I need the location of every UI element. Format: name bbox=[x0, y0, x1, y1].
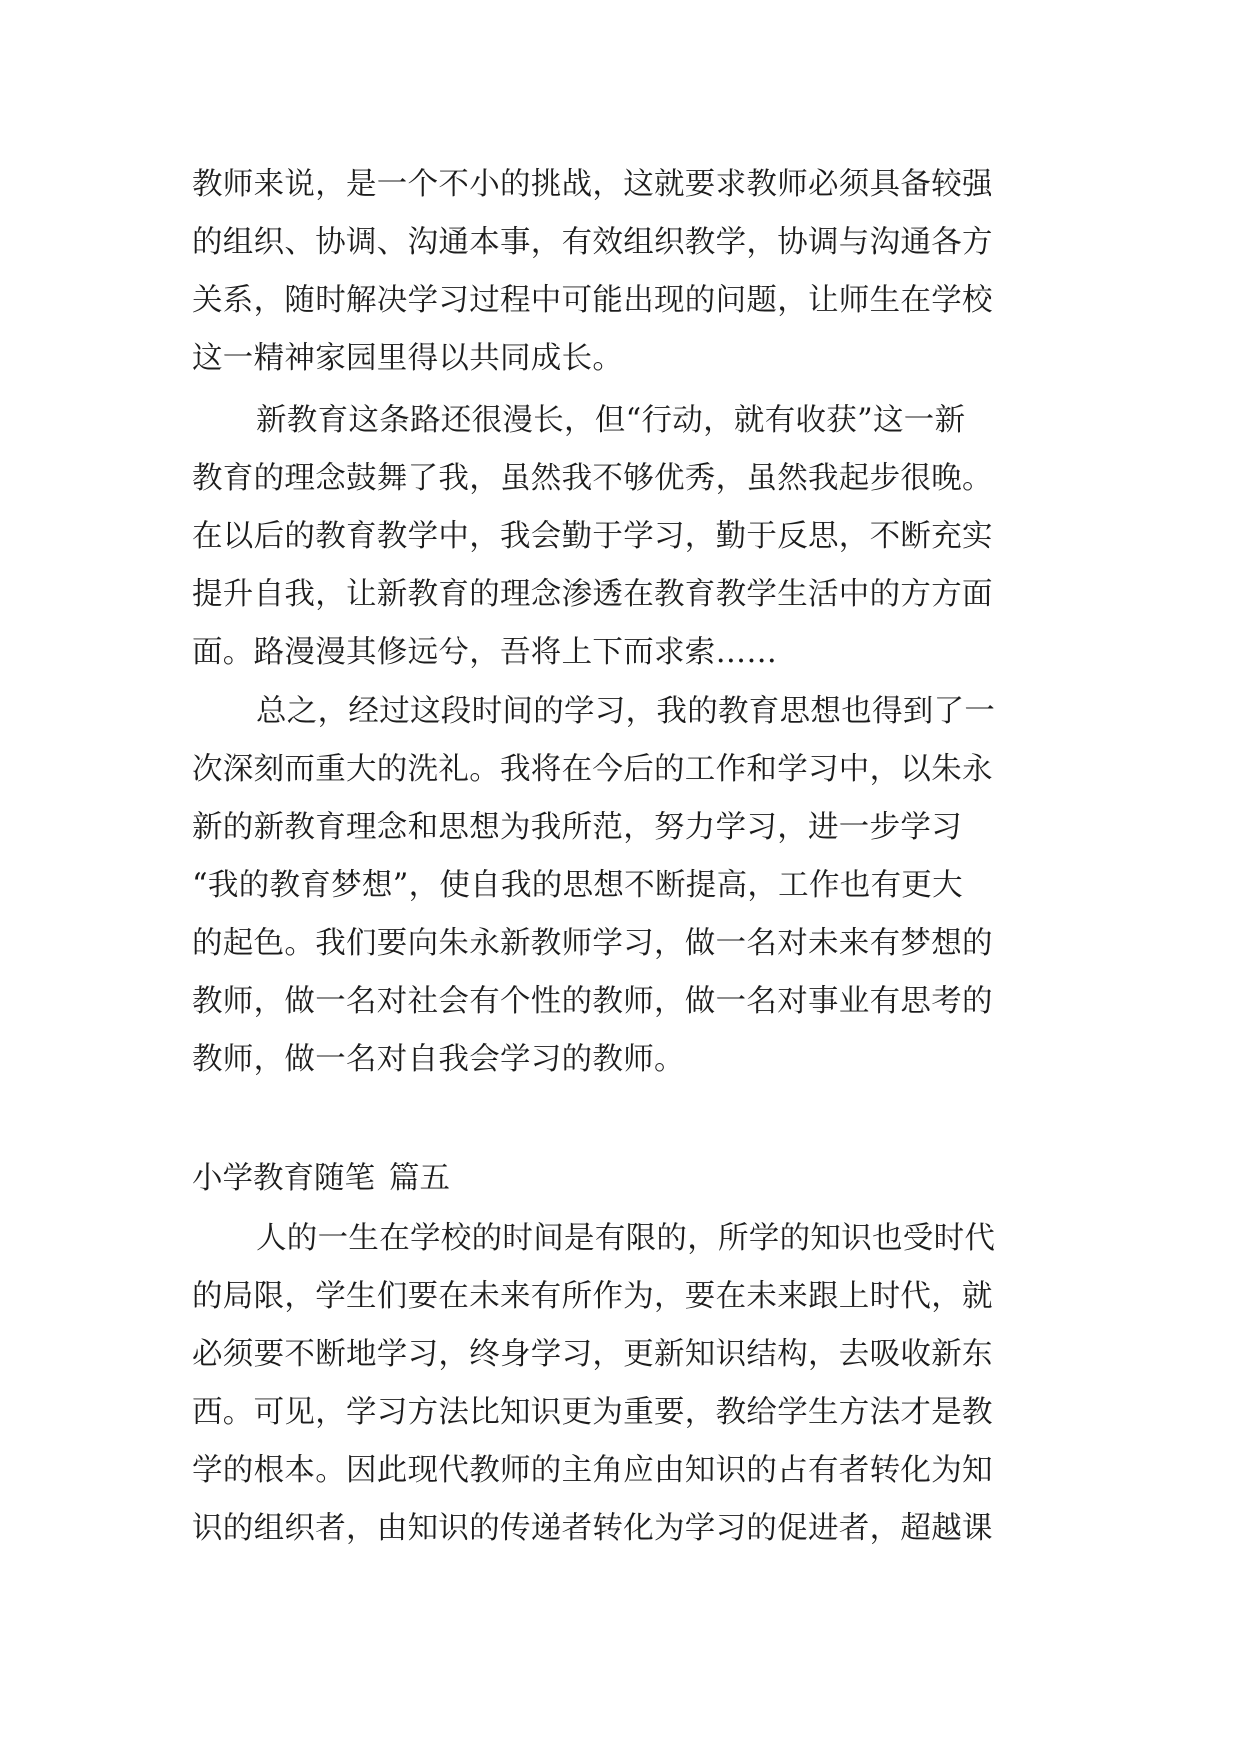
paragraph-line: 识的组织者，由知识的传递者转化为学习的促进者，超越课 bbox=[192, 1511, 993, 1546]
paragraph-line: 学的根本。因此现代教师的主角应由知识的占有者转化为知 bbox=[192, 1453, 993, 1488]
paragraph-line: 人的一生在学校的时间是有限的，所学的知识也受时代 bbox=[256, 1221, 996, 1256]
section-heading bbox=[192, 1150, 450, 1208]
paragraph-2 bbox=[192, 392, 1052, 682]
paragraph-line: 教师，做一名对社会有个性的教师，做一名对事业有思考的 bbox=[192, 984, 993, 1019]
paragraph-3 bbox=[192, 683, 1052, 1089]
paragraph-line: 面。路漫漫其修远兮，吾将上下而求索…… bbox=[192, 635, 778, 670]
paragraph-line: 的组织、协调、沟通本事，有效组织教学，协调与沟通各方 bbox=[192, 225, 993, 260]
paragraph-1 bbox=[192, 156, 1052, 388]
section-part-label: 篇五 bbox=[389, 1161, 450, 1196]
paragraph-line: 教师来说，是一个不小的挑战，这就要求教师必须具备较强 bbox=[192, 167, 993, 202]
paragraph-line: 西。可见，学习方法比知识更为重要，教给学生方法才是教 bbox=[192, 1395, 993, 1430]
section-title: 小学教育随笔 bbox=[192, 1161, 375, 1196]
paragraph-line: 教师，做一名对自我会学习的教师。 bbox=[192, 1042, 685, 1077]
paragraph-line: 教育的理念鼓舞了我，虽然我不够优秀，虽然我起步很晚。 bbox=[192, 461, 993, 496]
paragraph-line: 这一精神家园里得以共同成长。 bbox=[192, 341, 624, 376]
paragraph-line: 的局限，学生们要在未来有所作为，要在未来跟上时代，就 bbox=[192, 1279, 993, 1314]
paragraph-line: 提升自我，让新教育的理念渗透在教育教学生活中的方方面 bbox=[192, 577, 993, 612]
paragraph-line: 新的新教育理念和思想为我所范，努力学习，进一步学习 bbox=[192, 810, 962, 845]
paragraph-line: 的起色。我们要向朱永新教师学习，做一名对未来有梦想的 bbox=[192, 926, 993, 961]
paragraph-line: “我的教育梦想”，使自我的思想不断提高，工作也有更大 bbox=[192, 868, 963, 903]
paragraph-line: 在以后的教育教学中，我会勤于学习，勤于反思，不断充实 bbox=[192, 519, 993, 554]
section-paragraph bbox=[192, 1210, 1052, 1558]
paragraph-line: 必须要不断地学习，终身学习，更新知识结构，去吸收新东 bbox=[192, 1337, 993, 1372]
paragraph-line: 总之，经过这段时间的学习，我的教育思想也得到了一 bbox=[256, 694, 996, 729]
paragraph-line: 次深刻而重大的洗礼。我将在今后的工作和学习中，以朱永 bbox=[192, 752, 993, 787]
paragraph-line: 新教育这条路还很漫长，但“行动，就有收获”这一新 bbox=[256, 403, 966, 438]
paragraph-line: 关系，随时解决学习过程中可能出现的问题，让师生在学校 bbox=[192, 283, 993, 318]
